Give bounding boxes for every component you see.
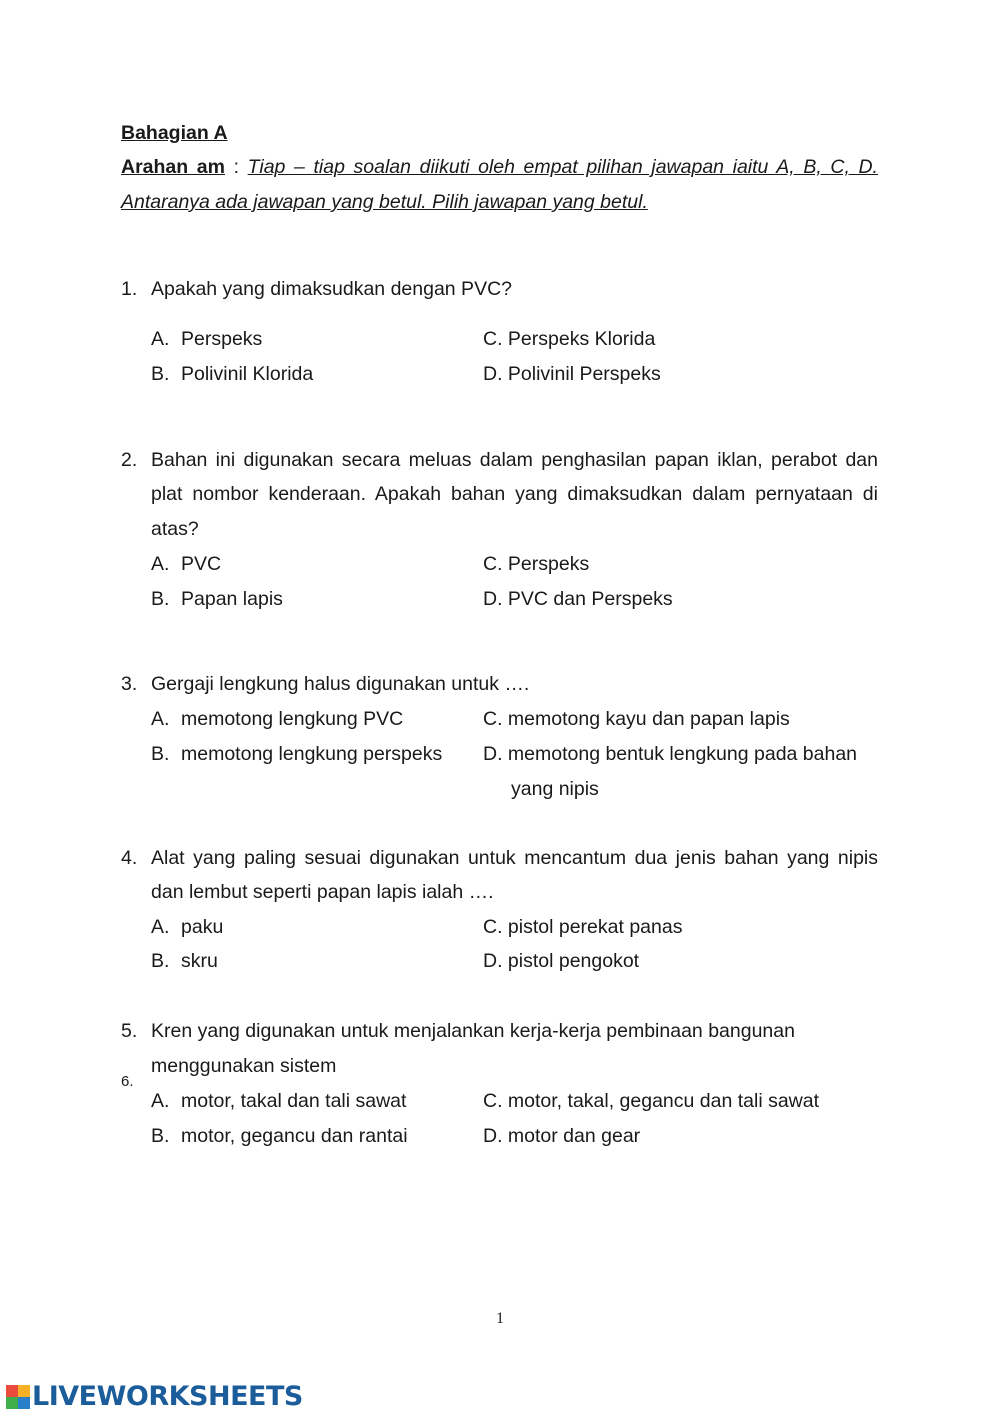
instruction-separator: : (224, 156, 248, 178)
option-b-letter: B. (151, 363, 170, 385)
option-a-letter: A. (151, 553, 170, 575)
question-number: 5. (121, 1020, 138, 1042)
option-b: motor, gegancu dan rantai (181, 1125, 408, 1147)
question-number: 4. (121, 847, 138, 869)
liveworksheets-logo-icon (6, 1385, 30, 1409)
option-a-letter: A. (151, 1090, 170, 1112)
option-a: Perspeks (181, 328, 263, 350)
instruction-line-2: Antaranya ada jawapan yang betul. Pilih jawapan yang betul. (121, 191, 648, 213)
option-b: Papan lapis (181, 588, 283, 610)
brand-name: LIVEWORKSHEETS (32, 1381, 303, 1412)
option-c: C. Perspeks Klorida (483, 328, 656, 350)
option-b: memotong lengkung perspeks (181, 743, 443, 765)
question-text-line-3: atas? (151, 518, 199, 540)
option-d: D. Polivinil Perspeks (483, 363, 661, 385)
option-d: D. memotong bentuk lengkung pada bahan (483, 743, 858, 765)
option-b-letter: B. (151, 1125, 170, 1147)
option-d: D. pistol pengokot (483, 950, 640, 972)
option-d-continued: yang nipis (511, 778, 599, 800)
option-a: memotong lengkung PVC (181, 708, 404, 730)
question-text-line-2: dan lembut seperti papan lapis ialah …. (151, 881, 494, 903)
option-a: motor, takal dan tali sawat (181, 1090, 407, 1112)
question-text-line-2: menggunakan sistem (151, 1055, 337, 1077)
option-b-letter: B. (151, 950, 170, 972)
question-text-line-1: Bahan ini digunakan secara meluas dalam penghasilan papan iklan, perabot dan (151, 449, 878, 471)
option-a-letter: A. (151, 328, 170, 350)
question-number: 2. (121, 449, 138, 471)
question-text-line-2: plat nombor kenderaan. Apakah bahan yang dimaksudkan dalam pernyataan di (151, 483, 878, 505)
option-c: C. motor, takal, gegancu dan tali sawat (483, 1090, 820, 1112)
option-a-letter: A. (151, 708, 170, 730)
stray-question-number: 6. (121, 1073, 134, 1090)
instruction-line-1 (121, 155, 878, 179)
option-a: paku (181, 916, 224, 938)
option-a-letter: A. (151, 916, 170, 938)
option-b-letter: B. (151, 588, 170, 610)
question-text-line-1: Alat yang paling sesuai digunakan untuk mencantum dua jenis bahan yang nipis (151, 847, 878, 869)
page-number: 1 (496, 1310, 504, 1327)
question-text: Apakah yang dimaksudkan dengan PVC? (151, 278, 512, 300)
option-c: C. memotong kayu dan papan lapis (483, 708, 790, 730)
option-b: Polivinil Klorida (181, 363, 314, 385)
brand-logo (6, 1380, 303, 1414)
option-d: D. PVC dan Perspeks (483, 588, 673, 610)
question-text: Gergaji lengkung halus digunakan untuk …. (151, 673, 530, 695)
section-title: Bahagian A (121, 122, 228, 144)
question-number: 1. (121, 278, 138, 300)
instruction-label: Arahan am (121, 156, 225, 178)
option-c: C. pistol perekat panas (483, 916, 683, 938)
option-d: D. motor dan gear (483, 1125, 641, 1147)
option-b: skru (181, 950, 218, 972)
option-c: C. Perspeks (483, 553, 590, 575)
question-text-line-1: Kren yang digunakan untuk menjalankan kerja-kerja pembinaan bangunan (151, 1020, 795, 1042)
question-number: 3. (121, 673, 138, 695)
instruction-text-1: Tiap – tiap soalan diikuti oleh empat pilihan jawapan iaitu A, B, C, D. (247, 156, 878, 178)
option-b-letter: B. (151, 743, 170, 765)
option-a: PVC (181, 553, 222, 575)
